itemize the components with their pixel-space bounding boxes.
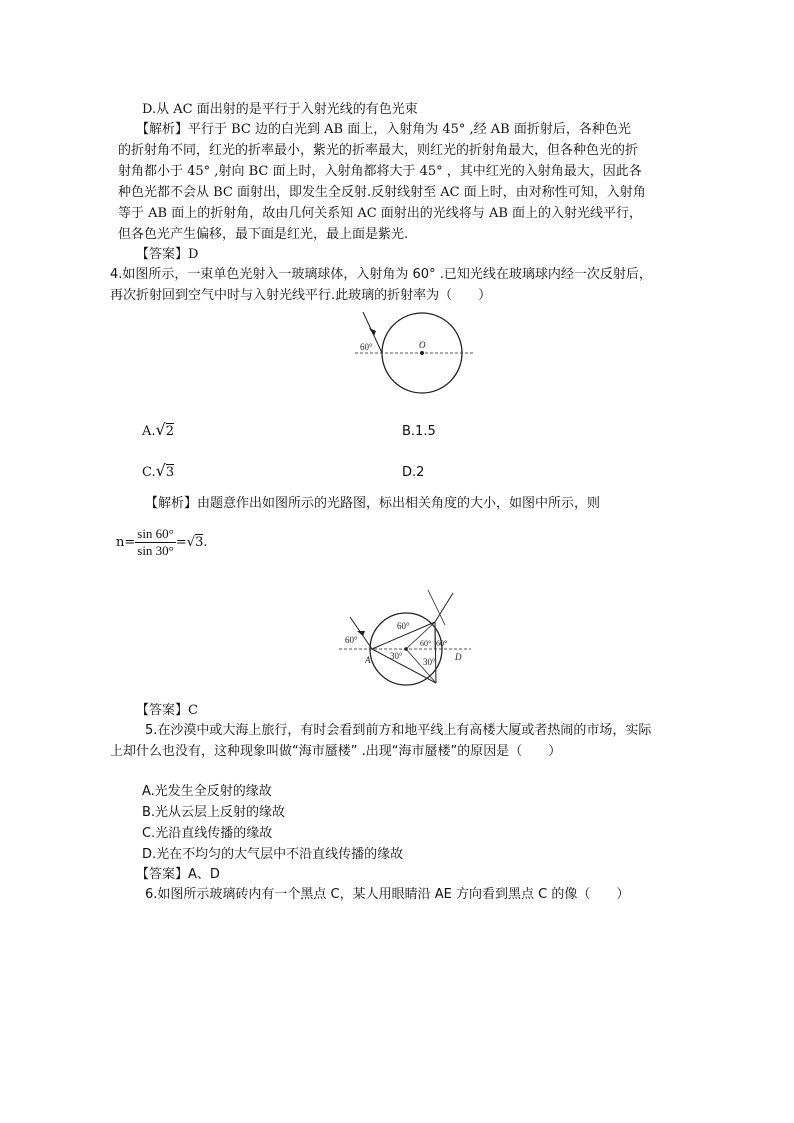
q3-analysis-line: 射角都小于 45° ,射向 BC 面上时，入射角都将大于 45° ，其中红光的入射角最大，因此各 xyxy=(118,164,642,179)
angle-label: 60° xyxy=(345,635,358,645)
q3-option-d: D.从 AC 面出射的是平行于入射光线的有色光束 xyxy=(142,102,418,117)
q4-option-b: B.1.5 xyxy=(402,424,436,439)
q5-option: B.光从云层上反射的缘故 xyxy=(142,805,286,820)
q4-analysis: 【解析】由题意作出如图所示的光路图，标出相关角度的大小，如图中所示，则 xyxy=(145,496,601,511)
ray-arrow-icon xyxy=(369,328,376,336)
q4-formula: n= $\frac{\sin 60^\circ}{\sin 30^\circ}$ =√3. xyxy=(116,526,208,558)
point-d-label: D xyxy=(455,652,462,662)
incidence-angle-label: 60° xyxy=(360,342,373,352)
q4-stem-line: 再次折射回到空气中时与入射光线平行.此玻璃的折射率为（ ） xyxy=(110,288,492,303)
q5-option: C.光沿直线传播的缘故 xyxy=(142,826,273,841)
q4-option-c: C.√3 xyxy=(142,461,175,480)
q4-option-d: D.2 xyxy=(402,465,425,480)
q3-analysis-line: 种色光都不会从 BC 面射出，即发生全反射.反射线射至 AC 面上时，由对称性可知，入射角 xyxy=(118,185,646,200)
q5-option: A.光发生全反射的缘故 xyxy=(142,784,272,799)
angle-label: 30° xyxy=(390,651,403,661)
q3-analysis-line: 【解析】平行于 BC 边的白光到 AB 面上，入射角为 45° ,经 AB 面折射后，各种色光 xyxy=(136,122,631,137)
q4-answer: 【答案】C xyxy=(136,703,198,718)
q4-figure-light-path xyxy=(335,585,475,700)
angle-label: 30° xyxy=(423,657,436,667)
q3-answer: 【答案】D xyxy=(136,247,199,262)
angle-label: 60° xyxy=(436,639,448,648)
point-a-label: A xyxy=(365,655,371,665)
center-label: O xyxy=(419,340,426,350)
angle-label: 60° xyxy=(397,621,410,631)
q4-option-a: A.√2 xyxy=(142,420,175,439)
exit-ray xyxy=(435,593,453,622)
q3-analysis-line: 但各色光产生偏移，最下面是红光，最上面是紫光. xyxy=(118,227,409,242)
q4-stem-line: 4.如图所示，一束单色光射入一玻璃球体，入射角为 60° .已知光线在玻璃球内经一次反射后， xyxy=(110,267,652,282)
q3-analysis-line: 的折射角不同，红光的折率最小，紫光的折率最大，则红光的折射角最大，但各种色光的折 xyxy=(118,143,639,158)
q6-stem: 6.如图所示玻璃砖内有一个黑点 C，某人用眼睛沿 AE 方向看到黑点 C 的像（ ） xyxy=(145,887,630,902)
q4-figure-sphere xyxy=(345,308,480,413)
sphere-center-dot xyxy=(420,351,424,355)
q5-option: D.光在不均匀的大气层中不沿直线传播的缘故 xyxy=(142,847,404,862)
q3-analysis-line: 等于 AB 面上的折射角，故由几何关系知 AC 面射出的光线将与 AB 面上的入射光线平行， xyxy=(118,206,643,221)
q5-answer: 【答案】A、D xyxy=(136,867,220,882)
q5-stem-line: 上却什么也没有，这种现象叫做“海市蜃楼” .出现“海市蜃楼”的原因是（ ） xyxy=(110,744,562,759)
q5-stem-line: 5.在沙漠中或大海上旅行，有时会看到前方和地平线上有高楼大厦或者热闹的市场，实际 xyxy=(145,723,652,738)
sphere-center-dot xyxy=(404,647,408,651)
angle-label: 60° xyxy=(420,639,432,648)
ray-arrow-icon xyxy=(357,631,365,636)
